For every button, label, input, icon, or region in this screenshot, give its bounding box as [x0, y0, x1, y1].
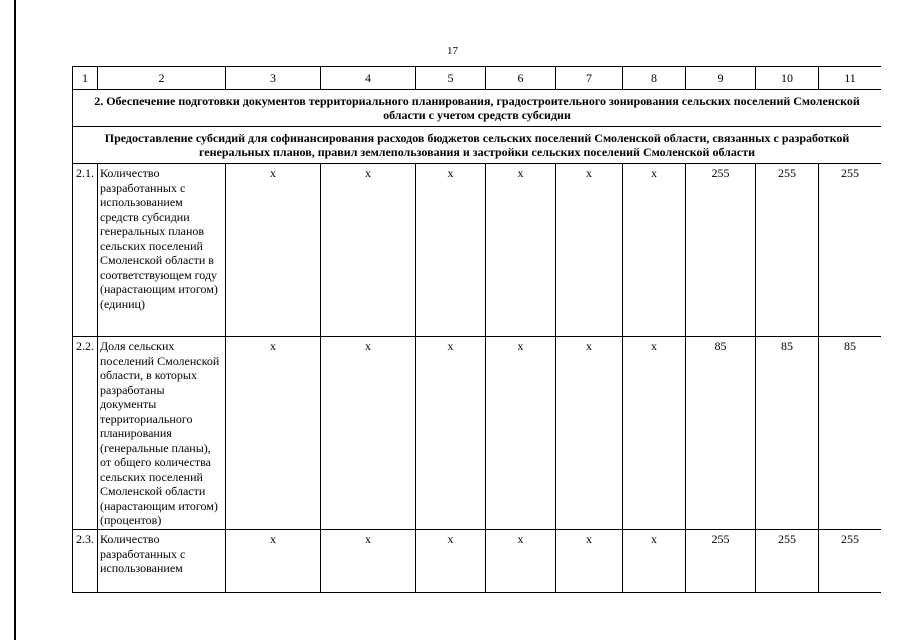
- cell-value: x: [226, 164, 321, 337]
- column-header: 6: [486, 67, 556, 90]
- cell-value: 85: [819, 337, 882, 530]
- cell-value: x: [416, 164, 486, 337]
- cell-value: x: [226, 530, 321, 593]
- table-row: [73, 337, 882, 530]
- cell-value: 85: [756, 337, 819, 530]
- table-row: [73, 530, 882, 593]
- cell-value: x: [416, 530, 486, 593]
- section-title: 2. Обеспечение подготовки документов территориального планирования, градостроительного зонирования сельских поселений Смоленской области с учетом средств субсидии: [73, 90, 882, 127]
- cell-value: x: [486, 164, 556, 337]
- cell-value: x: [226, 337, 321, 530]
- cell-value: 255: [819, 530, 882, 593]
- row-number: 2.1.: [73, 164, 98, 337]
- page-left-border: [14, 0, 16, 640]
- subsection-title: Предоставление субсидий для софинансирования расходов бюджетов сельских поселений Смоленской области, связанных с разработкой генеральных планов, правил землепользования и застройки сельских поселений Смоленской области: [73, 127, 882, 164]
- column-header: 3: [226, 67, 321, 90]
- cell-value: x: [416, 337, 486, 530]
- cell-value: x: [321, 164, 416, 337]
- cell-value: x: [486, 530, 556, 593]
- column-header: 10: [756, 67, 819, 90]
- column-header: 11: [819, 67, 882, 90]
- cell-value: x: [623, 530, 686, 593]
- indicator-name: Количество разработанных с использованием средств субсидии генеральных планов сельских поселений Смоленской области в соответствующем году (нарастающим итогом) (единиц): [98, 164, 226, 337]
- column-header: 7: [556, 67, 623, 90]
- cell-value: x: [623, 164, 686, 337]
- table-row: [73, 164, 882, 337]
- page-number: 17: [447, 45, 458, 57]
- indicator-table-container: [72, 66, 881, 640]
- column-header: 4: [321, 67, 416, 90]
- cell-value: 255: [756, 530, 819, 593]
- column-header: 2: [98, 67, 226, 90]
- cell-value: x: [556, 164, 623, 337]
- column-header: 9: [686, 67, 756, 90]
- cell-value: x: [556, 530, 623, 593]
- indicator-table: [72, 66, 881, 593]
- indicator-name: Количество разработанных с использованием: [98, 530, 226, 593]
- cell-value: x: [321, 337, 416, 530]
- cell-value: x: [321, 530, 416, 593]
- column-header: 1: [73, 67, 98, 90]
- column-number-header-row: [73, 67, 882, 90]
- row-number: 2.2.: [73, 337, 98, 530]
- cell-value: 255: [819, 164, 882, 337]
- column-header: 5: [416, 67, 486, 90]
- cell-value: x: [556, 337, 623, 530]
- cell-value: 255: [686, 164, 756, 337]
- cell-value: x: [623, 337, 686, 530]
- cell-value: x: [486, 337, 556, 530]
- section-row: [73, 90, 882, 127]
- column-header: 8: [623, 67, 686, 90]
- cell-value: 255: [756, 164, 819, 337]
- cell-value: 255: [686, 530, 756, 593]
- row-number: 2.3.: [73, 530, 98, 593]
- cell-value: 85: [686, 337, 756, 530]
- indicator-name: Доля сельских поселений Смоленской области, в которых разработаны документы территориального планирования (генеральные планы), от общего количества сельских поселений Смоленской области (нарастающим итогом) (процентов): [98, 337, 226, 530]
- subsection-row: [73, 127, 882, 164]
